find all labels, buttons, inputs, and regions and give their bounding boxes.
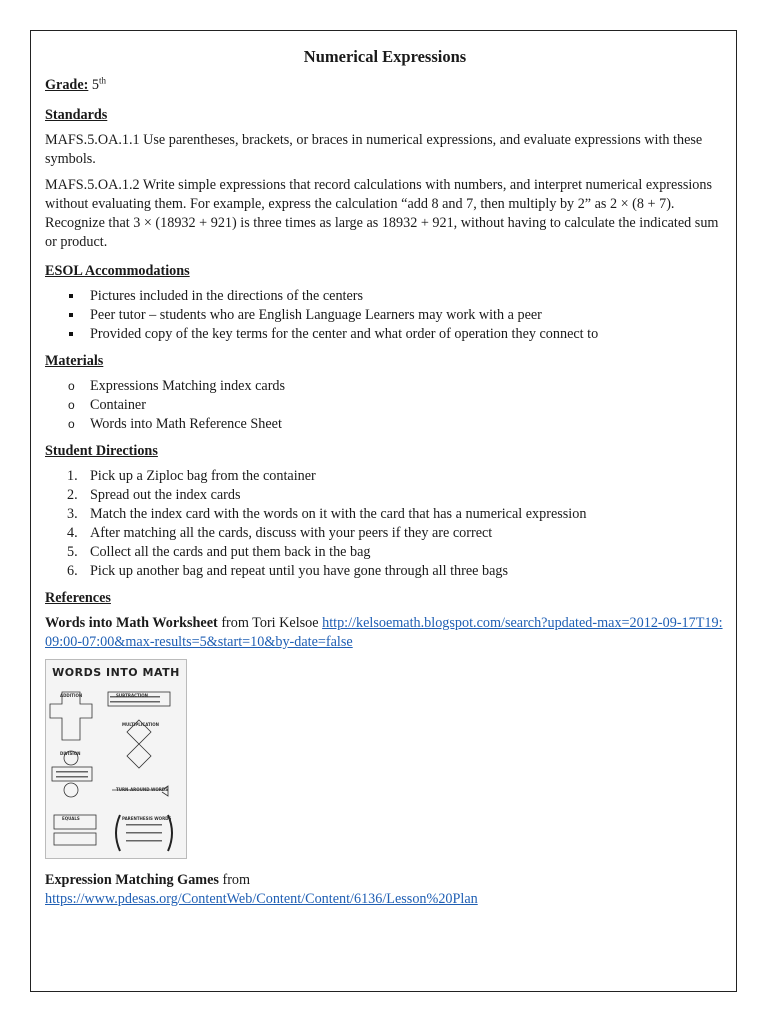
square-bullet-icon — [69, 332, 73, 336]
list-item: 6. Pick up another bag and repeat until you have gone through all three bags — [67, 563, 509, 579]
grade-value: 5 — [91, 77, 99, 93]
list-item: 1. Pick up a Ziploc bag from the container — [67, 468, 316, 484]
reference-2-link[interactable]: https://www.pdesas.org/ContentWeb/Content/Content/6136/Lesson%20Plan — [45, 891, 478, 907]
esol-heading: ESOL Accommodations — [45, 263, 190, 279]
addition-label: ADDITION — [60, 693, 83, 698]
subtraction-label: SUBTRACTION — [116, 693, 148, 698]
page-title: Numerical Expressions — [303, 47, 467, 66]
list-item: 5. Collect all the cards and put them back in the bag — [67, 544, 371, 560]
directions-heading: Student Directions — [45, 443, 158, 459]
document-content — [45, 47, 725, 916]
grade-suffix: th — [98, 75, 106, 86]
circle-bullet-icon: o — [68, 379, 75, 393]
standard-1: MAFS.5.OA.1.1 Use parentheses, brackets, or braces in numerical expressions, and evaluate expressions with these symbols. — [45, 132, 703, 167]
list-item: 2. Spread out the index cards — [67, 487, 241, 503]
equals-label: EQUALS — [62, 816, 80, 821]
grade-label: Grade: — [45, 77, 89, 93]
materials-heading: Materials — [45, 353, 104, 369]
list-item: Pictures included in the directions of the centers — [45, 287, 725, 306]
words-into-math-title: WORDS INTO MATH — [52, 666, 180, 679]
square-bullet-icon — [69, 294, 73, 298]
list-item: Provided copy of the key terms for the center and what order of operation they connect to — [45, 325, 725, 344]
references-heading: References — [45, 590, 111, 606]
materials-list — [45, 377, 725, 434]
multiplication-label: MULTIPLICATION — [122, 722, 159, 727]
esol-list — [45, 287, 725, 344]
circle-bullet-icon: o — [68, 417, 75, 431]
square-bullet-icon — [69, 313, 73, 317]
list-item: o Words into Math Reference Sheet — [68, 416, 282, 432]
list-item: o Expressions Matching index cards — [68, 378, 286, 394]
circle-bullet-icon: o — [68, 398, 75, 412]
reference-2: Expression Matching Games from https://www.pdesas.org/ContentWeb/Content/Content/6136/Lesson%20Plan — [45, 872, 478, 907]
reference-1-link[interactable]: http://kelsoemath.blogspot.com/search?updated-max=2012-09-17T19:09:00-07:00&max-results=5&start=10&by-date=false — [45, 615, 723, 650]
standards-heading: Standards — [45, 107, 108, 123]
words-into-math-image — [45, 659, 187, 859]
standard-2: MAFS.5.OA.1.2 Write simple expressions that record calculations with numbers, and interpret numerical expressions without evaluating them. For example, express the calculation “add 8 and 7, then multiply by 2” as 2 × (8 + 7). Recognize that 3 × (18932 + 921) is three times as large as 18932 + 921, without having to calculate the indicated sum or product. — [45, 177, 719, 250]
directions-list — [45, 467, 725, 581]
reference-1-title: Words into Math Worksheet — [45, 615, 218, 631]
list-item: o Container — [68, 397, 146, 413]
list-item: 4. After matching all the cards, discuss with your peers if they are correct — [67, 525, 493, 541]
reference-1: Words into Math Worksheet from Tori Kelsoe http://kelsoemath.blogspot.com/search?updated-max=2012-09-17T19:09:00-07:00&max-results=5&start=10&by-date=false — [45, 615, 723, 650]
parenthesis-label: PARENTHESIS WORDS — [122, 816, 172, 821]
division-label: DIVISION — [60, 751, 81, 756]
grade-line — [45, 76, 725, 95]
document-frame — [30, 30, 737, 992]
list-item: 3. Match the index card with the words on it with the card that has a numerical expression — [67, 506, 587, 522]
turn-around-label: TURN-AROUND WORDS — [116, 787, 169, 792]
list-item: Peer tutor – students who are English Language Learners may work with a peer — [45, 306, 725, 325]
reference-2-title: Expression Matching Games — [45, 872, 219, 888]
